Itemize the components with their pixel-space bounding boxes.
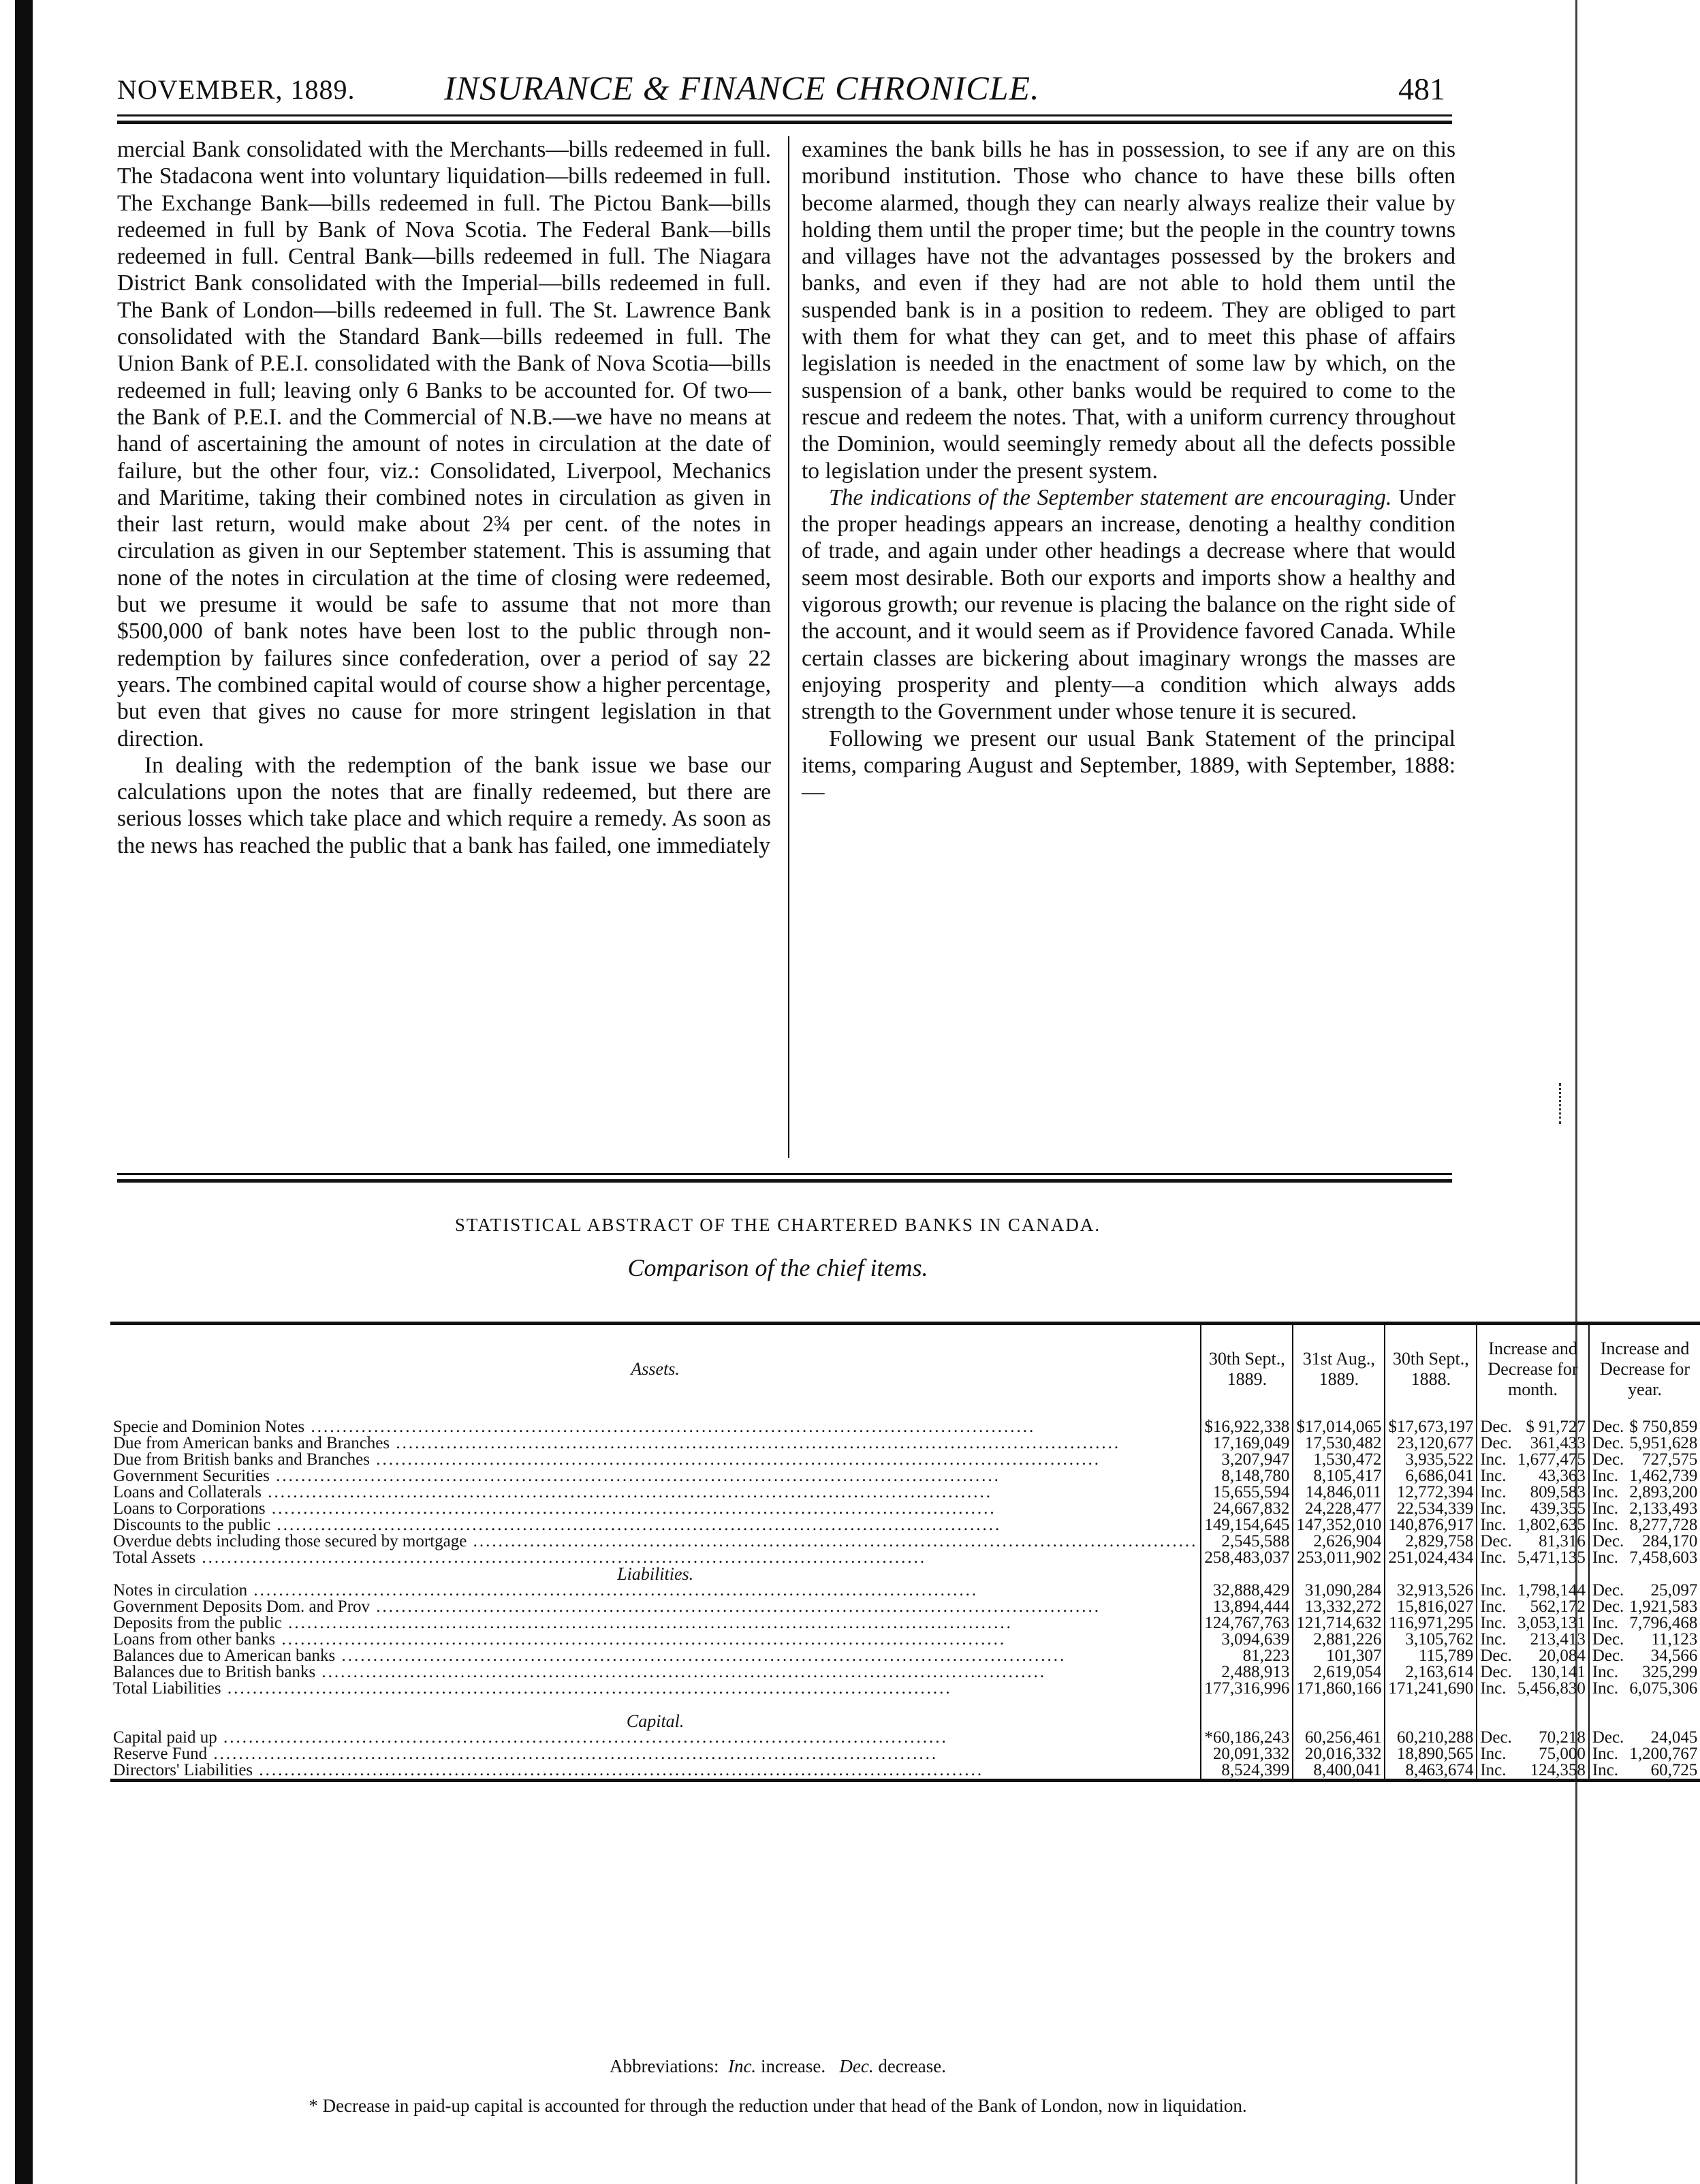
value-sep1889: 3,094,639	[1201, 1632, 1293, 1648]
value-aug1889: 20,016,332	[1293, 1746, 1385, 1762]
month-direction: Inc.	[1477, 1452, 1515, 1468]
left-column	[117, 136, 771, 859]
footnote: * Decrease in paid-up capital is accounted for through the reduction under that head of the Bank of London, now in liquidation.	[309, 2095, 1247, 2116]
section-title: Capital.	[626, 1711, 684, 1731]
value-aug1889: 2,619,054	[1293, 1664, 1385, 1681]
page-edge	[1575, 0, 1577, 2184]
value-aug1889: 8,105,417	[1293, 1468, 1385, 1484]
value-sep1888: $17,673,197	[1385, 1419, 1477, 1435]
value-aug1889: 171,860,166	[1293, 1681, 1385, 1697]
paragraph: mercial Bank consolidated with the Merchants—bills redeemed in full. The Stadacona went into voluntary liquidation—bills redeemed in full. The Exchange Bank—bills redeemed in full. The Pictou Bank—bills redeemed in full by Bank of Nova Scotia. The Federal Bank—bills redeemed in full. Central Bank—bills redeemed in full. The Niagara District Bank consolidated with the Imperial—bills redeemed in full. The Bank of London—bills redeemed in full. The St. Lawrence Bank consolidated with the Standard Bank—bills redeemed in full. The Union Bank of P.E.I. consolidated with the Bank of Nova Scotia—bills redeemed in full; leaving only 6 Banks to be accounted for. Of two—the Bank of P.E.I. and the Commercial of N.B.—we have no means at hand of ascertaining the amount of notes in circulation at the date of failure, but the other four, viz.: Consolidated, Liverpool, Mechanics and Maritime, taking their combined notes in circulation as given in their last return, would make about 2¾ per cent. of the notes in circulation as given in our September statement. This is assuming that none of the notes in circulation at the time of closing were redeemed, but we presume it would be safe to assume that not more than $500,000 of bank notes have been lost to the public through non-redemption by failures since confederation, over a period of say 22 years. The combined capital would of course show a higher percentage, but even that gives no cause for more stringent legislation in that direction.	[117, 137, 771, 751]
year-direction: Inc.	[1589, 1762, 1627, 1781]
value-aug1889: 13,332,272	[1293, 1599, 1385, 1615]
value-aug1889: 14,846,011	[1293, 1484, 1385, 1501]
month-amount: 43,363	[1539, 1467, 1586, 1485]
month-direction: Dec.	[1477, 1419, 1515, 1435]
value-sep1888: 23,120,677	[1385, 1435, 1477, 1452]
year-amount: 7,458,603	[1629, 1548, 1698, 1567]
value-sep1888: 6,686,041	[1385, 1468, 1477, 1484]
month-direction: Inc.	[1477, 1468, 1515, 1484]
year-amount: 284,170	[1642, 1532, 1698, 1550]
col-header-month-change: Increase and Decrease for month.	[1477, 1324, 1589, 1420]
row-label: Capital paid up .....	[110, 1730, 1201, 1746]
value-aug1889: 17,530,482	[1293, 1435, 1385, 1452]
article-body	[110, 136, 1459, 1172]
table-bottom-rule	[110, 1781, 1700, 1799]
month-direction: Dec.	[1477, 1533, 1515, 1550]
table-row	[110, 1632, 1700, 1648]
table-row	[110, 1615, 1700, 1632]
year-amount: 1,921,583	[1629, 1597, 1698, 1616]
row-label: Total Liabilities .....	[110, 1681, 1201, 1697]
paragraph: In dealing with the redemption of the bank issue we base our calculations upon the notes that are finally redeemed, but there are serious losses which take place and which require a remedy. As soon as the news has reached the public that a bank has failed, one immediately	[117, 752, 771, 858]
year-amount: 60,725	[1650, 1761, 1698, 1779]
row-label: Loans and Collaterals .....	[110, 1484, 1201, 1501]
year-direction: Dec.	[1589, 1599, 1627, 1615]
month-amount: 1,798,144	[1517, 1581, 1586, 1600]
table-row	[110, 1746, 1700, 1762]
col-header-year-change: Increase and Decrease for year.	[1589, 1324, 1700, 1420]
month-direction: Dec.	[1477, 1730, 1515, 1746]
row-label: Due from British banks and Branches .....	[110, 1452, 1201, 1468]
month-direction: Inc.	[1477, 1517, 1515, 1533]
month-amount: 75,000	[1539, 1745, 1586, 1763]
month-amount: 3,053,131	[1517, 1614, 1586, 1632]
year-amount: 24,045	[1650, 1728, 1698, 1747]
col-header-aug1889: 31st Aug., 1889.	[1293, 1324, 1385, 1420]
month-direction: Inc.	[1477, 1501, 1515, 1517]
abstract-title: STATISTICAL ABSTRACT OF THE CHARTERED BANKS IN CANADA.	[454, 1215, 1101, 1235]
paragraph: Following we present our usual Bank Statement of the principal items, comparing August and September, 1889, with September, 1888:—	[802, 726, 1455, 805]
value-sep1888: 251,024,434	[1385, 1550, 1477, 1566]
value-sep1888: 2,829,758	[1385, 1533, 1477, 1550]
table-row	[110, 1484, 1700, 1501]
row-label: Balances due to American banks .....	[110, 1648, 1201, 1664]
year-amount: 7,796,468	[1629, 1614, 1698, 1632]
value-aug1889: 253,011,902	[1293, 1550, 1385, 1566]
year-amount: 1,200,767	[1629, 1745, 1698, 1763]
value-sep1889: 24,667,832	[1201, 1501, 1293, 1517]
table-row	[110, 1599, 1700, 1615]
value-sep1888: 3,935,522	[1385, 1452, 1477, 1468]
section-rule	[117, 1173, 1452, 1175]
month-amount: 5,456,830	[1517, 1679, 1586, 1698]
table-row	[110, 1648, 1700, 1664]
month-amount: 562,172	[1530, 1597, 1586, 1616]
total-row	[110, 1550, 1700, 1566]
publication-title: INSURANCE & FINANCE CHRONICLE.	[444, 69, 1040, 107]
month-amount: 124,358	[1530, 1761, 1586, 1779]
value-sep1888: 171,241,690	[1385, 1681, 1477, 1697]
table-header-row	[110, 1324, 1700, 1420]
month-direction: Inc.	[1477, 1582, 1515, 1599]
year-direction: Dec.	[1589, 1648, 1627, 1664]
running-header	[104, 65, 1452, 113]
value-sep1889: *60,186,243	[1201, 1730, 1293, 1746]
table-row	[110, 1533, 1700, 1550]
table-row	[110, 1419, 1700, 1435]
year-direction: Dec.	[1589, 1452, 1627, 1468]
year-direction: Inc.	[1589, 1484, 1627, 1501]
year-direction: Inc.	[1589, 1664, 1627, 1681]
row-label: Overdue debts including those secured by mortgage .....	[110, 1533, 1201, 1550]
paragraph: The indications of the September statement are encouraging. Under the proper headings appears an increase, denoting a healthy condition of trade, and again under other headings a decrease where that would seem most desirable. Both our exports and imports show a healthy and vigorous growth; our revenue is placing the balance on the right side of the account, and it would seem as if Providence favored Canada. While certain classes are bickering about imaginary wrongs the masses are enjoying prosperity and plenty—a condition which always adds strength to the Government under whose tenure it is secured.	[802, 484, 1455, 725]
value-sep1888: 140,876,917	[1385, 1517, 1477, 1533]
italic-lead: The indications of the September statement are encouraging.	[829, 484, 1392, 510]
month-amount: 361,433	[1530, 1434, 1586, 1452]
bank-statement-table	[110, 1322, 1700, 1798]
value-aug1889: 101,307	[1293, 1648, 1385, 1664]
year-direction: Dec.	[1589, 1419, 1627, 1435]
year-direction: Dec.	[1589, 1632, 1627, 1648]
value-aug1889: 2,881,226	[1293, 1632, 1385, 1648]
month-amount: 1,677,475	[1517, 1450, 1586, 1469]
month-amount: 20,084	[1539, 1647, 1586, 1665]
year-direction: Dec.	[1589, 1582, 1627, 1599]
year-direction: Inc.	[1589, 1517, 1627, 1533]
margin-specks	[1559, 1083, 1568, 1124]
right-column	[802, 136, 1455, 805]
year-amount: 1,462,739	[1629, 1467, 1698, 1485]
value-sep1888: 18,890,565	[1385, 1746, 1477, 1762]
year-direction: Inc.	[1589, 1501, 1627, 1517]
row-label: Notes in circulation .....	[110, 1582, 1201, 1599]
month-direction: Inc.	[1477, 1681, 1515, 1697]
col-header-assets: Assets.	[110, 1324, 1201, 1420]
value-sep1889: 32,888,429	[1201, 1582, 1293, 1599]
row-label: Loans to Corporations .....	[110, 1501, 1201, 1517]
month-direction: Inc.	[1477, 1632, 1515, 1648]
year-direction: Dec.	[1589, 1533, 1627, 1550]
col-header-sep1889: 30th Sept., 1889.	[1201, 1324, 1293, 1420]
binding-edge	[15, 0, 33, 2184]
value-sep1888: 8,463,674	[1385, 1762, 1477, 1781]
value-sep1889: 258,483,037	[1201, 1550, 1293, 1566]
value-aug1889: 31,090,284	[1293, 1582, 1385, 1599]
value-sep1889: 17,169,049	[1201, 1435, 1293, 1452]
row-label: Government Deposits Dom. and Prov .....	[110, 1599, 1201, 1615]
row-label: Loans from other banks .....	[110, 1632, 1201, 1648]
column-divider	[788, 136, 789, 1158]
table-row	[110, 1730, 1700, 1746]
col-header-sep1888: 30th Sept., 1888.	[1385, 1324, 1477, 1420]
year-amount: $ 750,859	[1629, 1418, 1698, 1436]
value-sep1889: 15,655,594	[1201, 1484, 1293, 1501]
value-sep1889: $16,922,338	[1201, 1419, 1293, 1435]
section-heading	[110, 1713, 1700, 1730]
page-number: 481	[1398, 72, 1445, 106]
year-amount: 6,075,306	[1629, 1679, 1698, 1698]
row-label: Reserve Fund .....	[110, 1746, 1201, 1762]
value-sep1888: 15,816,027	[1385, 1599, 1477, 1615]
month-amount: 70,218	[1539, 1728, 1586, 1747]
value-aug1889: 8,400,041	[1293, 1762, 1385, 1781]
value-aug1889: 1,530,472	[1293, 1452, 1385, 1468]
month-direction: Inc.	[1477, 1762, 1515, 1781]
value-sep1889: 20,091,332	[1201, 1746, 1293, 1762]
value-aug1889: 60,256,461	[1293, 1730, 1385, 1746]
row-label: Deposits from the public .....	[110, 1615, 1201, 1632]
section-title: Liabilities.	[617, 1564, 694, 1584]
value-aug1889: 24,228,477	[1293, 1501, 1385, 1517]
abbreviations-line: Abbreviations: Inc. increase. Dec. decrease.	[609, 2056, 947, 2076]
value-sep1889: 8,148,780	[1201, 1468, 1293, 1484]
value-sep1889: 149,154,645	[1201, 1517, 1293, 1533]
section-heading	[110, 1566, 1700, 1582]
value-aug1889: 147,352,010	[1293, 1517, 1385, 1533]
month-direction: Dec.	[1477, 1648, 1515, 1664]
value-sep1889: 3,207,947	[1201, 1452, 1293, 1468]
row-label: Total Assets .....	[110, 1550, 1201, 1566]
value-sep1889: 124,767,763	[1201, 1615, 1293, 1632]
value-sep1889: 2,545,588	[1201, 1533, 1293, 1550]
month-direction: Inc.	[1477, 1484, 1515, 1501]
table-row	[110, 1452, 1700, 1468]
table-body	[110, 1419, 1700, 1798]
year-direction: Dec.	[1589, 1730, 1627, 1746]
year-amount: 2,133,493	[1629, 1499, 1698, 1518]
month-direction: Dec.	[1477, 1435, 1515, 1452]
header-date: NOVEMBER, 1889.	[117, 74, 356, 105]
table-row	[110, 1517, 1700, 1533]
table-row	[110, 1435, 1700, 1452]
month-amount: 81,316	[1539, 1532, 1586, 1550]
value-sep1889: 2,488,913	[1201, 1664, 1293, 1681]
row-label: Balances due to British banks .....	[110, 1664, 1201, 1681]
year-direction: Inc.	[1589, 1746, 1627, 1762]
value-sep1889: 13,894,444	[1201, 1599, 1293, 1615]
year-amount: 11,123	[1651, 1630, 1698, 1649]
month-amount: 809,583	[1530, 1483, 1586, 1501]
year-direction: Inc.	[1589, 1468, 1627, 1484]
year-direction: Inc.	[1589, 1681, 1627, 1697]
row-label: Government Securities .....	[110, 1468, 1201, 1484]
year-amount: 727,575	[1642, 1450, 1698, 1469]
table-row	[110, 1582, 1700, 1599]
value-sep1888: 115,789	[1385, 1648, 1477, 1664]
year-direction: Dec.	[1589, 1435, 1627, 1452]
month-amount: $ 91,727	[1526, 1418, 1586, 1436]
month-amount: 130,141	[1530, 1663, 1586, 1681]
month-direction: Dec.	[1477, 1664, 1515, 1681]
table-row	[110, 1501, 1700, 1517]
value-sep1888: 60,210,288	[1385, 1730, 1477, 1746]
value-sep1888: 22,534,339	[1385, 1501, 1477, 1517]
year-direction: Inc.	[1589, 1615, 1627, 1632]
table-row	[110, 1664, 1700, 1681]
year-amount: 8,277,728	[1629, 1516, 1698, 1534]
month-direction: Inc.	[1477, 1550, 1515, 1566]
table-row	[110, 1762, 1700, 1781]
month-direction: Inc.	[1477, 1746, 1515, 1762]
month-amount: 439,355	[1530, 1499, 1586, 1518]
year-amount: 34,566	[1650, 1647, 1698, 1665]
value-sep1889: 177,316,996	[1201, 1681, 1293, 1697]
row-label: Directors' Liabilities .....	[110, 1762, 1201, 1781]
month-amount: 1,802,635	[1517, 1516, 1586, 1534]
total-row	[110, 1681, 1700, 1697]
value-sep1888: 32,913,526	[1385, 1582, 1477, 1599]
paragraph: examines the bank bills he has in possession, to see if any are on this moribund institution. Those who chance to have these bills often become alarmed, though they can nearly always realize their value by holding them until the proper time; but the people in the country towns and villages have not the advantages possessed by the brokers and banks, and even if they had are not able to hold them until the suspended bank is in a position to redeem. They are obliged to part with them for what they can get, and to meet this phase of affairs legislation is needed in the enactment of some law by which, on the suspension of a bank, other banks would be required to come to the rescue and redeem the notes. That, with a uniform currency throughout the Dominion, would seemingly remedy about all the defects possible to legislation under the present system.	[802, 137, 1455, 484]
value-sep1888: 2,163,614	[1385, 1664, 1477, 1681]
year-amount: 25,097	[1650, 1581, 1698, 1600]
value-aug1889: 121,714,632	[1293, 1615, 1385, 1632]
month-direction: Inc.	[1477, 1615, 1515, 1632]
year-amount: 5,951,628	[1629, 1434, 1698, 1452]
month-amount: 213,413	[1530, 1630, 1586, 1649]
row-label: Discounts to the public .....	[110, 1517, 1201, 1533]
year-direction: Inc.	[1589, 1550, 1627, 1566]
value-sep1888: 116,971,295	[1385, 1615, 1477, 1632]
row-label: Specie and Dominion Notes .....	[110, 1419, 1201, 1435]
value-aug1889: $17,014,065	[1293, 1419, 1385, 1435]
value-sep1889: 8,524,399	[1201, 1762, 1293, 1781]
year-amount: 325,299	[1642, 1663, 1698, 1681]
value-sep1888: 3,105,762	[1385, 1632, 1477, 1648]
row-label: Due from American banks and Branches .....	[110, 1435, 1201, 1452]
month-direction: Inc.	[1477, 1599, 1515, 1615]
header-rule	[117, 114, 1452, 116]
value-sep1888: 12,772,394	[1385, 1484, 1477, 1501]
month-amount: 5,471,135	[1517, 1548, 1586, 1567]
year-amount: 2,893,200	[1629, 1483, 1698, 1501]
value-aug1889: 2,626,904	[1293, 1533, 1385, 1550]
abstract-subtitle: Comparison of the chief items.	[627, 1254, 928, 1281]
value-sep1889: 81,223	[1201, 1648, 1293, 1664]
table-row	[110, 1468, 1700, 1484]
